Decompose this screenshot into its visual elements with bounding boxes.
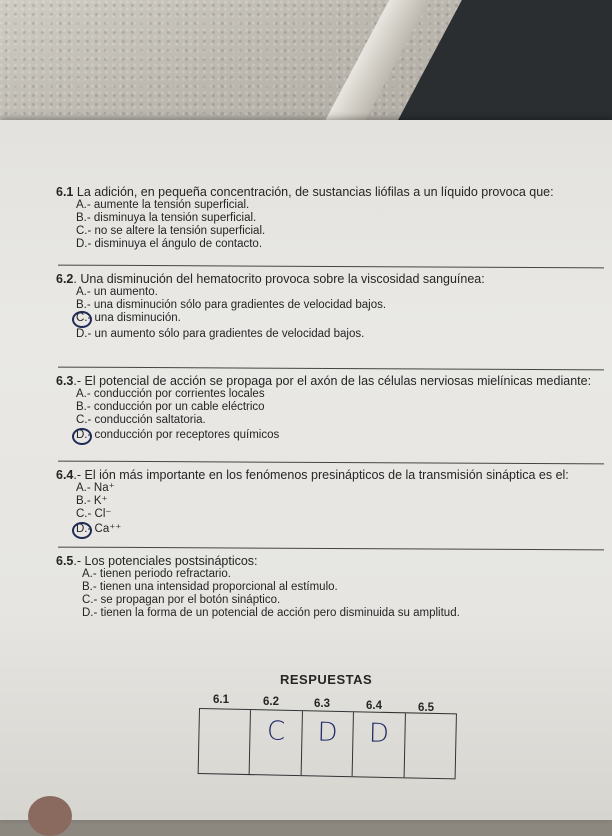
answer-header: 6.5: [418, 702, 434, 714]
answer-value: D: [317, 717, 338, 748]
question-6-1: [56, 185, 606, 251]
question-text: .- El ión más importante en los fenómenos presinápticos de la transmisión sináptica es el:: [73, 468, 569, 482]
option-c-circled: C.- una disminución.: [76, 312, 606, 325]
question-6-4: [56, 468, 606, 536]
answer-cell: [353, 712, 406, 777]
option-a: A.- tienen periodo refractario.: [82, 568, 231, 580]
question-text: . Una disminución del hematocrito provoca sobre la viscosidad sanguínea:: [73, 272, 485, 286]
option-a: A.- aumente la tensión superficial.: [76, 199, 250, 211]
option-d: D.- un aumento sólo para gradientes de velocidad bajos.: [76, 328, 365, 340]
answer-cell: [250, 710, 303, 775]
question-6-5: [56, 554, 606, 620]
answer-header: 6.4: [366, 700, 382, 712]
question-number: 6.4: [56, 468, 74, 482]
answer-value: D: [368, 718, 390, 749]
option-b: B.- una disminución sólo para gradientes de velocidad bajos.: [76, 299, 387, 311]
answer-cell: [301, 711, 354, 776]
option-d: D.- tienen la forma de un potencial de acción pero disminuida su amplitud.: [82, 607, 460, 619]
option-d: D.- disminuya el ángulo de contacto.: [76, 238, 263, 250]
thumb-edge: [28, 796, 72, 836]
answer-header: 6.2: [263, 696, 279, 708]
answers-table: [198, 708, 457, 779]
option-a: A.- un aumento.: [76, 286, 158, 298]
option-d-circled: D.- conducción por receptores químicos: [76, 429, 606, 442]
answers-header-row: [200, 694, 460, 714]
question-text: .- El potencial de acción se propaga por el axón de las células nerviosas mielínicas mediante:: [73, 374, 592, 388]
option-c: C.- se propagan por el botón sináptico.: [82, 594, 281, 606]
answer-cell: [199, 709, 252, 774]
answer-value: [200, 715, 250, 716]
question-number: 6.3: [56, 374, 74, 388]
answer-circle-mark: [72, 428, 92, 445]
option-c: C.- no se altere la tensión superficial.: [76, 225, 266, 237]
question-6-2: [56, 272, 606, 341]
question-number: 6.1: [56, 185, 74, 199]
answer-value: [405, 719, 455, 720]
question-number: 6.2: [56, 272, 74, 286]
question-text: .- Los potenciales postsinápticos:: [73, 554, 258, 568]
option-b: B.- disminuya la tensión superficial.: [76, 212, 257, 224]
answer-header: 6.3: [314, 698, 330, 710]
option-b: B.- tienen una intensidad proporcional al estímulo.: [82, 581, 338, 593]
answer-cell: [404, 713, 456, 778]
option-a: A.- conducción por corrientes locales: [76, 388, 265, 400]
option-c: C.- conducción saltatoria.: [76, 414, 206, 426]
answer-circle-mark: [72, 522, 92, 539]
option-a: A.- Na⁺: [76, 482, 115, 494]
question-6-3: [56, 374, 606, 442]
question-text: La adición, en pequeña concentración, de sustancias liófilas a un líquido provoca que:: [73, 185, 554, 199]
option-c: C.- Cl⁻: [76, 508, 112, 520]
option-b: B.- conducción por un cable eléctrico: [76, 401, 265, 413]
option-b: B.- K⁺: [76, 495, 108, 507]
option-d-circled: D.- Ca⁺⁺: [76, 523, 606, 536]
question-number: 6.5: [56, 554, 74, 568]
answer-header: 6.1: [213, 694, 229, 706]
answer-circle-mark: [72, 311, 92, 328]
answer-value: C: [266, 716, 286, 747]
answers-title: RESPUESTAS: [280, 672, 373, 687]
